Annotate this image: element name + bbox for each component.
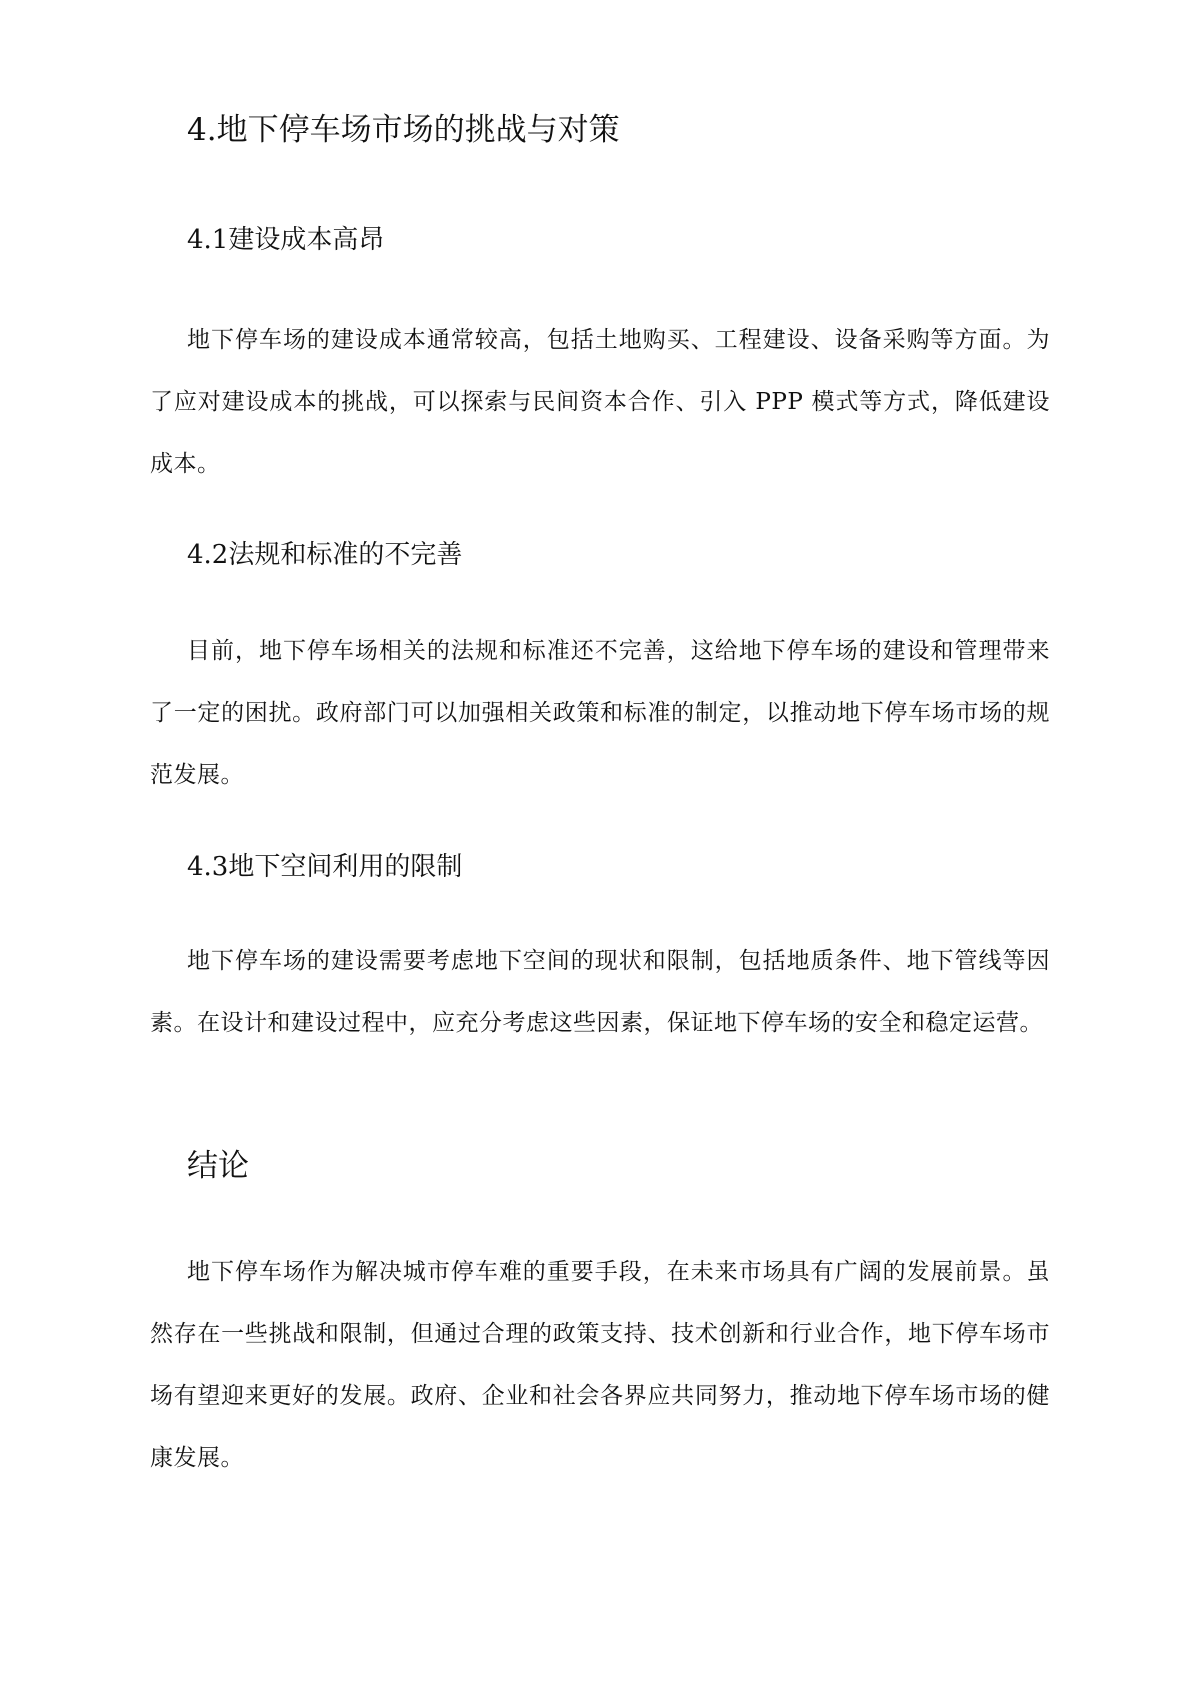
subsection-body-4-2: 目前，地下停车场相关的法规和标准还不完善，这给地下停车场的建设和管理带来了一定的困扰。政府部门可以加强相关政策和标准的制定，以推动地下停车场市场的规范发展。 (150, 638, 1050, 788)
conclusion-heading: 结论 (187, 1148, 249, 1184)
conclusion-body: 地下停车场作为解决城市停车难的重要手段，在未来市场具有广阔的发展前景。虽然存在一些挑战和限制，但通过合理的政策支持、技术创新和行业合作，地下停车场市场有望迎来更好的发展。政府、企业和社会各界应共同努力，推动地下停车场市场的健康发展。 (150, 1259, 1050, 1471)
section-title: 4.地下停车场市场的挑战与对策 (187, 112, 620, 148)
subsection-body-4-1: 地下停车场的建设成本通常较高，包括土地购买、工程建设、设备采购等方面。为了应对建设成本的挑战，可以探索与民间资本合作、引入 PPP 模式等方式，降低建设成本。 (150, 327, 1050, 477)
subsection-heading-4-2: 4.2法规和标准的不完善 (187, 540, 463, 570)
subsection-body-4-3: 地下停车场的建设需要考虑地下空间的现状和限制，包括地质条件、地下管线等因素。在设计和建设过程中，应充分考虑这些因素，保证地下停车场的安全和稳定运营。 (150, 948, 1050, 1036)
subsection-heading-4-1: 4.1建设成本高昂 (187, 225, 385, 255)
subsection-heading-4-3: 4.3地下空间利用的限制 (187, 852, 463, 882)
